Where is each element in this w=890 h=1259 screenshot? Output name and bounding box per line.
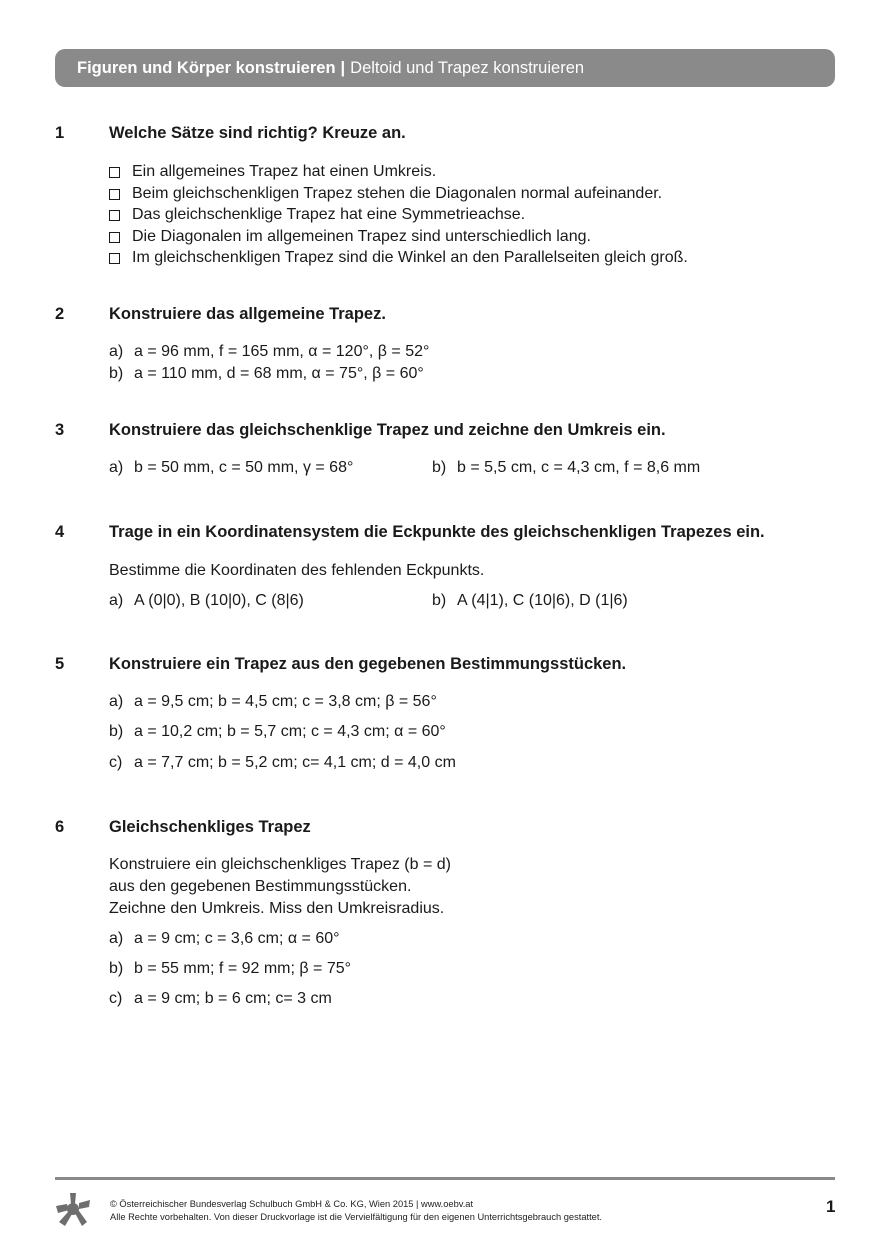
subtask: [109, 693, 437, 711]
subtask: [109, 930, 340, 948]
subtask-text: b = 50 mm, c = 50 mm, γ = 68°: [134, 459, 354, 476]
subtask-text: a = 9 cm; b = 6 cm; c= 3 cm: [134, 990, 332, 1007]
task-number: 2: [55, 305, 65, 323]
subtask-label: a): [109, 459, 124, 476]
subtask-text: A (4|1), C (10|6), D (1|6): [457, 592, 628, 609]
subtask-text: a = 96 mm, f = 165 mm, α = 120°, β = 52°: [134, 343, 430, 360]
statement-item: [109, 163, 436, 181]
subtask-text: a = 9 cm; c = 3,6 cm; α = 60°: [134, 930, 340, 947]
task-number: 3: [55, 421, 65, 439]
subtask-label: b): [109, 960, 124, 977]
subtask-text: a = 7,7 cm; b = 5,2 cm; c= 4,1 cm; d = 4,0 cm: [134, 754, 456, 771]
task-number: 5: [55, 655, 65, 673]
task-number: 1: [55, 124, 65, 142]
statement-text: Das gleichschenklige Trapez hat eine Symmetrieachse.: [132, 206, 526, 223]
task-intro: Bestimme die Koordinaten des fehlenden Eckpunkts.: [109, 562, 485, 579]
statement-item: [109, 206, 525, 224]
subtask-label: b): [432, 459, 447, 476]
task-title: Welche Sätze sind richtig? Kreuze an.: [109, 124, 406, 142]
footer-divider: [55, 1177, 835, 1180]
header-topic: Deltoid und Trapez konstruieren: [350, 58, 585, 77]
checkbox[interactable]: [109, 232, 120, 243]
subtask-label: b): [432, 592, 447, 609]
checkbox[interactable]: [109, 189, 120, 200]
subtask-text: A (0|0), B (10|0), C (8|6): [134, 592, 304, 609]
subtask: [109, 592, 304, 610]
statement-text: Im gleichschenkligen Trapez sind die Winkel an den Parallelseiten gleich groß.: [132, 249, 688, 266]
subtask: [109, 365, 424, 383]
header-chapter: Figuren und Körper konstruieren: [77, 58, 336, 77]
checkbox[interactable]: [109, 167, 120, 178]
task-title: Konstruiere das allgemeine Trapez.: [109, 305, 386, 323]
subtask: [109, 723, 446, 741]
task-intro-line: aus den gegebenen Bestimmungsstücken.: [109, 878, 412, 895]
subtask-text: b = 5,5 cm, c = 4,3 cm, f = 8,6 mm: [457, 459, 701, 476]
header-bar: [55, 49, 835, 87]
subtask-label: b): [109, 365, 124, 382]
subtask-label: b): [109, 723, 124, 740]
subtask: [109, 343, 429, 361]
subtask-label: a): [109, 343, 124, 360]
subtask-label: a): [109, 693, 124, 710]
statement-item: [109, 249, 688, 267]
statement-item: [109, 185, 662, 203]
task-title: Konstruiere ein Trapez aus den gegebenen Bestimmungsstücken.: [109, 655, 627, 673]
task-number: 4: [55, 523, 65, 541]
subtask-label: a): [109, 930, 124, 947]
subtask: [109, 459, 353, 477]
subtask-label: c): [109, 754, 123, 771]
footer-copyright: © Österreichischer Bundesverlag Schulbuch GmbH & Co. KG, Wien 2015 | www.oebv.at: [110, 1199, 474, 1209]
statement-text: Ein allgemeines Trapez hat einen Umkreis.: [132, 163, 437, 180]
subtask-label: c): [109, 990, 123, 1007]
subtask-text: a = 9,5 cm; b = 4,5 cm; c = 3,8 cm; β = 56°: [134, 693, 437, 710]
subtask: [109, 960, 351, 978]
subtask-text: b = 55 mm; f = 92 mm; β = 75°: [134, 960, 352, 977]
checkbox[interactable]: [109, 253, 120, 264]
task-title: Konstruiere das gleichschenklige Trapez und zeichne den Umkreis ein.: [109, 421, 666, 439]
task-intro-line: Zeichne den Umkreis. Miss den Umkreisradius.: [109, 900, 445, 917]
page-number: 1: [826, 1197, 836, 1216]
task-number: 6: [55, 818, 65, 836]
subtask: [432, 459, 700, 477]
task-intro-line: Konstruiere ein gleichschenkliges Trapez (b = d): [109, 856, 451, 873]
subtask-text: a = 110 mm, d = 68 mm, α = 75°, β = 60°: [134, 365, 424, 382]
checkbox[interactable]: [109, 210, 120, 221]
task-title: Gleichschenkliges Trapez: [109, 818, 311, 836]
subtask: [432, 592, 628, 610]
statement-text: Die Diagonalen im allgemeinen Trapez sind unterschiedlich lang.: [132, 228, 591, 245]
statement-item: [109, 228, 591, 246]
statement-text: Beim gleichschenkligen Trapez stehen die Diagonalen normal aufeinander.: [132, 185, 663, 202]
footer-text: [110, 1198, 602, 1224]
task-title: Trage in ein Koordinatensystem die Eckpunkte des gleichschenkligen Trapezes ein.: [109, 523, 765, 541]
footer-rights: Alle Rechte vorbehalten. Von dieser Druckvorlage ist die Vervielfältigung für den eigenen Unterrichtsgebrauch gestattet.: [110, 1212, 602, 1222]
header-separator: |: [340, 58, 346, 77]
oebv-logo-icon: [55, 1192, 91, 1228]
subtask-text: a = 10,2 cm; b = 5,7 cm; c = 4,3 cm; α = 60°: [134, 723, 446, 740]
subtask: [109, 754, 456, 772]
subtask: [109, 990, 332, 1008]
subtask-label: a): [109, 592, 124, 609]
